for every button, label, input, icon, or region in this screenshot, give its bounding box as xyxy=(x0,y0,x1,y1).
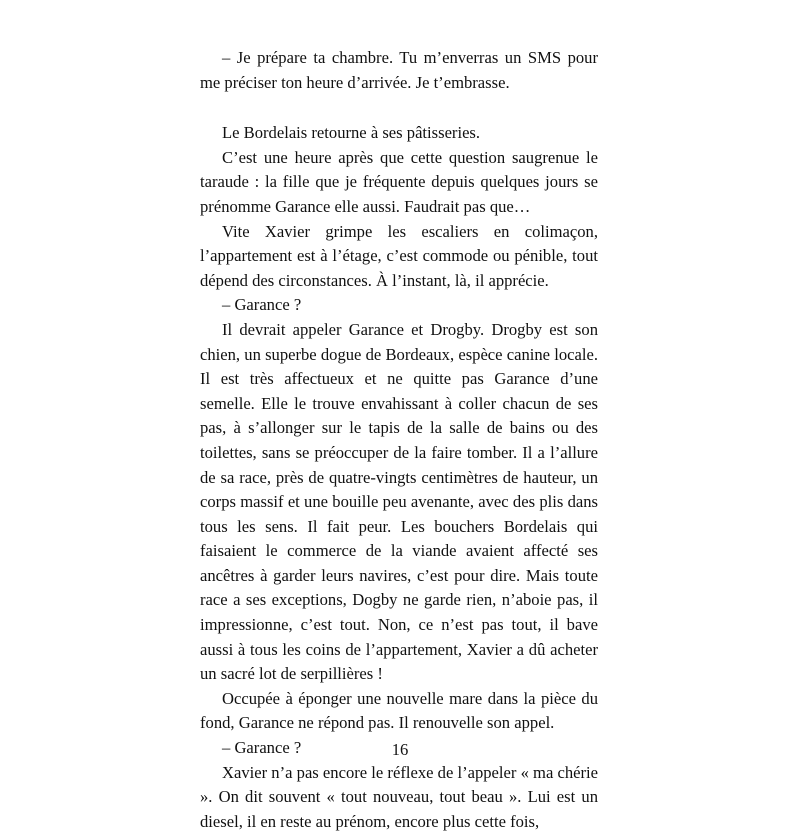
book-page-text xyxy=(200,46,598,834)
paragraph-escaliers: Vite Xavier grimpe les escaliers en colimaçon, l’appartement est à l’étage, c’est commode ou pénible, tout dépend des circonstances. À l’instant, là, il apprécie. xyxy=(200,221,598,290)
page-number: 16 xyxy=(391,740,409,759)
paragraph-bordelais: Le Bordelais retourne à ses pâtisseries. xyxy=(222,123,481,143)
paragraph-drogby: Il devrait appeler Garance et Drogby. Drogby est son chien, un superbe dogue de Bordeaux, espèce canine locale. Il est très affectueux et ne quitte pas Garance d’une semelle. Elle le trouve envahissant à coller chacun de ses pas, à s’allonger sur le tapis de la salle de bains ou des toilettes, sans se préoccuper de la faire tomber. Il a l’allure de sa race, près de quatre-vingts centimètres de hauteur, un corps massif et une bouille peu avenante, avec des plis dans tous les sens. Il fait peur. Les bouchers Bordelais qui faisaient le commerce de la viande avaient affecté ses ancêtres à garder leurs navires, c’est pour dire. Mais toute race a ses exceptions, Dogby ne garde rien, n’aboie pas, il impressionne, c’est tout. Non, ce n’est pas tout, il bave aussi à tous les coins de l’appartement, Xavier a dû acheter un sacré lot de serpillières ! xyxy=(200,319,598,684)
paragraph-dialogue-1: – Je prépare ta chambre. Tu m’enverras un SMS pour me préciser ton heure d’arrivée. Je t’embrasse. xyxy=(200,48,598,92)
paragraph-occupee: Occupée à éponger une nouvelle mare dans la pièce du fond, Garance ne répond pas. Il renouvelle son appel. xyxy=(200,688,598,733)
section-break xyxy=(200,95,598,121)
paragraph-dialogue-garance-1: – Garance ? xyxy=(222,295,302,315)
paragraph-question: C’est une heure après que cette question saugrenue le taraude : la fille que je fréquente depuis quelques jours se prénomme Garance elle aussi. Faudrait pas que… xyxy=(200,147,598,216)
paragraph-xavier-reflexe: Xavier n’a pas encore le réflexe de l’appeler « ma chérie ». On dit souvent « tout nouveau, tout beau ». Lui est un diesel, il en reste au prénom, encore plus cette fois, xyxy=(200,762,598,831)
paragraph-dialogue-garance-2: – Garance ? xyxy=(222,738,302,758)
